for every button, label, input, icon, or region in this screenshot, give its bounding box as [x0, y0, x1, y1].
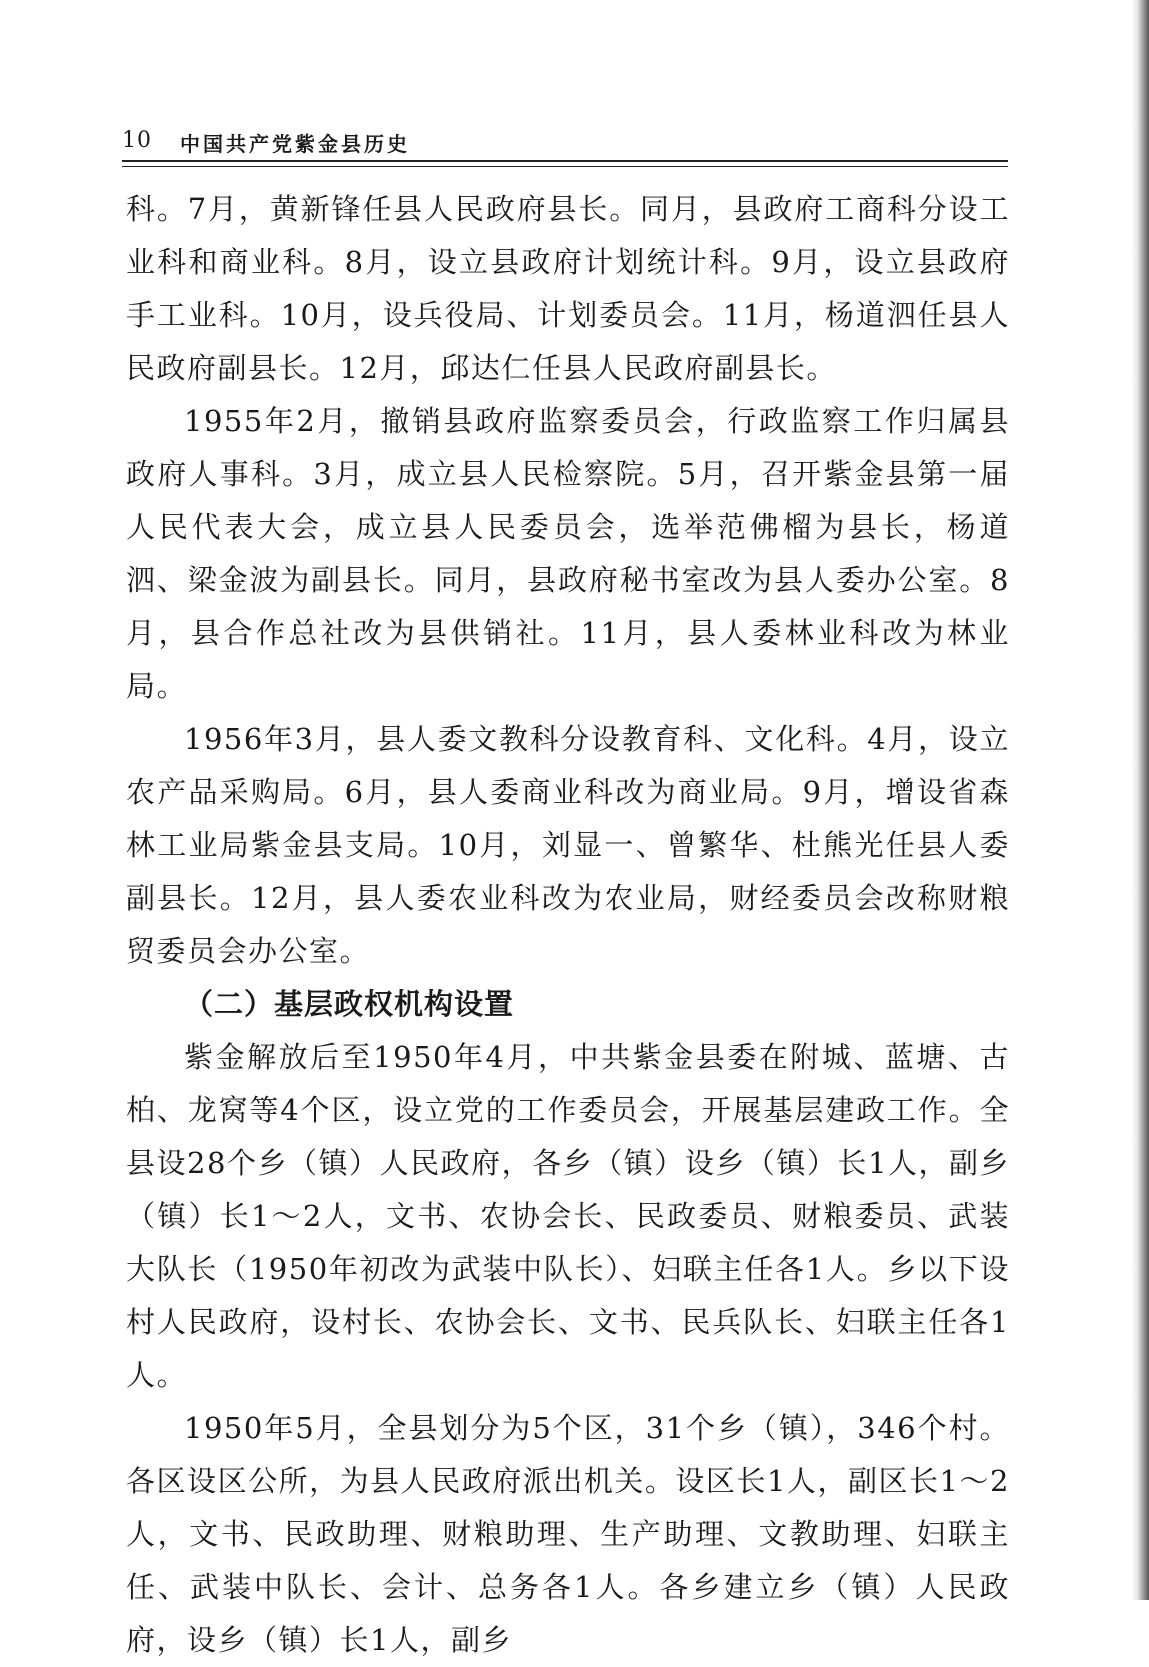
section-heading: （二）基层政权机构设置 — [184, 987, 515, 1021]
scan-page-edge — [1131, 0, 1149, 1600]
page-body — [126, 183, 1010, 1667]
paragraph-1955: 1955年2月，撤销县政府监察委员会，行政监察工作归属县政府人事科。3月，成立县人民检察院。5月，召开紫金县第一届人民代表大会，成立县人民委员会，选举范佛榴为县长，杨道泗、梁金波为副县长。同月，县政府秘书室改为县人委办公室。8月，县合作总社改为县供销社。11月，县人委林业科改为林业局。 — [126, 404, 1010, 703]
header-rule-thick — [122, 160, 1008, 162]
page-header — [122, 128, 1008, 162]
running-title: 中国共产党紫金县历史 — [180, 132, 410, 156]
header-rule-thin — [122, 166, 1008, 167]
page-number: 10 — [122, 128, 152, 153]
paragraph-1950: 1950年5月，全县划分为5个区，31个乡（镇），346个村。各区设区公所，为县人民政府派出机关。设区长1人，副区长1～2人，文书、民政助理、财粮助理、生产助理、文教助理、妇联主任、武装中队长、会计、总务各1人。各乡建立乡（镇）人民政府，设乡（镇）长1人，副乡 — [126, 1411, 1010, 1657]
paragraph-continued: 科。7月，黄新锋任县人民政府县长。同月，县政府工商科分设工业科和商业科。8月，设立县政府计划统计科。9月，设立县政府手工业科。10月，设兵役局、计划委员会。11月，杨道泗任县人民政府副县长。12月，邱达仁任县人民政府副县长。 — [126, 192, 1010, 385]
paragraph-1956: 1956年3月，县人委文教科分设教育科、文化科。4月，设立农产品采购局。6月，县人委商业科改为商业局。9月，增设省森林工业局紫金县支局。10月，刘显一、曾繁华、杜熊光任县人委副县长。12月，县人委农业科改为农业局，财经委员会改称财粮贸委员会办公室。 — [126, 722, 1010, 968]
paragraph-grassroots: 紫金解放后至1950年4月，中共紫金县委在附城、蓝塘、古柏、龙窝等4个区，设立党的工作委员会，开展基层建政工作。全县设28个乡（镇）人民政府，各乡（镇）设乡（镇）长1人，副乡（镇）长1～2人，文书、农协会长、民政委员、财粮委员、武装大队长（1950年初改为武装中队长）、妇联主任各1人。乡以下设村人民政府，设村长、农协会长、文书、民兵队长、妇联主任各1人。 — [126, 1040, 1010, 1392]
